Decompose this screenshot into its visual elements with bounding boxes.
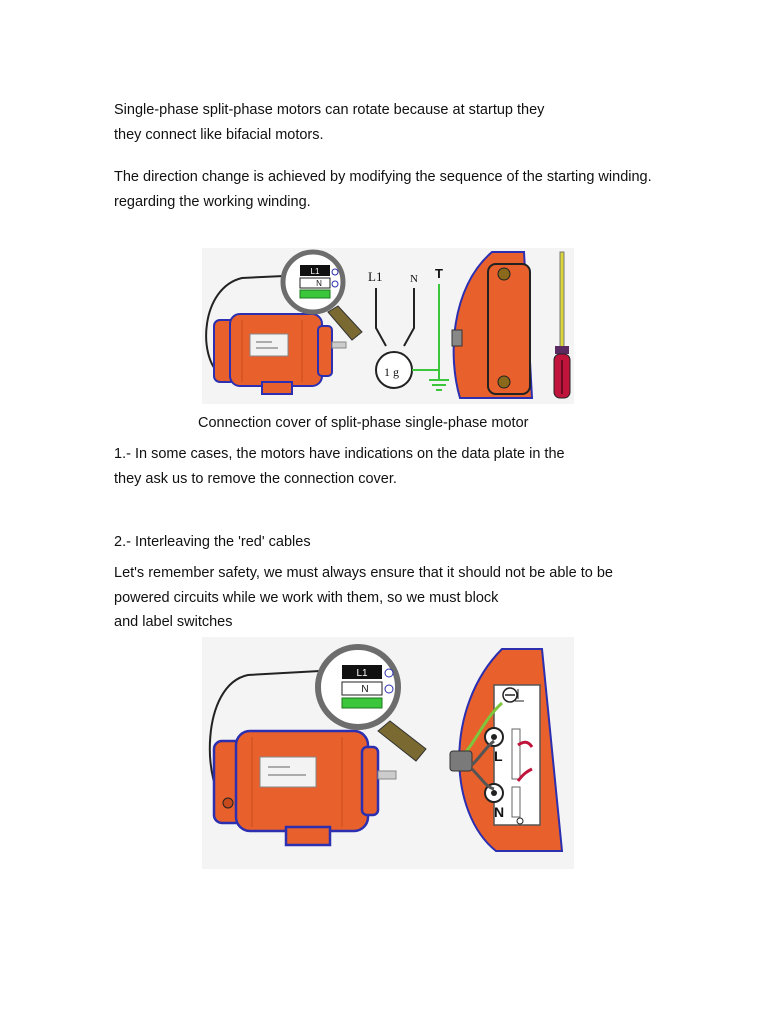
intro-paragraph xyxy=(114,98,674,147)
text-line: they connect like bifacial motors. xyxy=(114,126,324,143)
text-line: they ask us to remove the connection cover. xyxy=(114,470,397,487)
text-line: 2.- Interleaving the 'red' cables xyxy=(114,534,311,550)
figure1-caption: Connection cover of split-phase single-phase motor xyxy=(198,415,529,431)
schematic-label-l1: L1 xyxy=(368,269,383,284)
terminal-n-label: N xyxy=(494,804,505,820)
text-line: Let's remember safety, we must always ensure that it should not be able to be xyxy=(114,565,613,581)
text-line: Single-phase split-phase motors can rotate because at startup they xyxy=(114,102,545,118)
red-cables-illustration xyxy=(202,637,574,869)
safety-paragraph xyxy=(114,561,674,635)
text-line: The direction change is achieved by modifying the sequence of the starting winding. xyxy=(114,169,652,185)
connection-cover-illustration xyxy=(202,248,574,404)
text-line: regarding the working winding. xyxy=(114,193,311,210)
figure-connection-cover xyxy=(202,248,574,404)
direction-paragraph xyxy=(114,165,674,214)
terminal-l-label: L xyxy=(494,748,503,764)
text-line: 1.- In some cases, the motors have indications on the data plate in the xyxy=(114,446,565,462)
step2-paragraph xyxy=(114,530,674,555)
plate-l1-label: L1 xyxy=(356,668,368,679)
motor-symbol-label: 1 g xyxy=(384,365,399,379)
step1-paragraph xyxy=(114,442,674,491)
schematic-label-t: T xyxy=(435,266,443,281)
schematic-label-n: N xyxy=(410,273,418,285)
plate-n-label: N xyxy=(316,279,322,288)
plate-n-label: N xyxy=(361,684,369,695)
plate-l1-label: L1 xyxy=(310,267,320,276)
figure-red-cables xyxy=(202,637,574,869)
text-line: and label switches xyxy=(114,614,233,630)
text-line: powered circuits while we work with them, so we must block xyxy=(114,589,499,606)
